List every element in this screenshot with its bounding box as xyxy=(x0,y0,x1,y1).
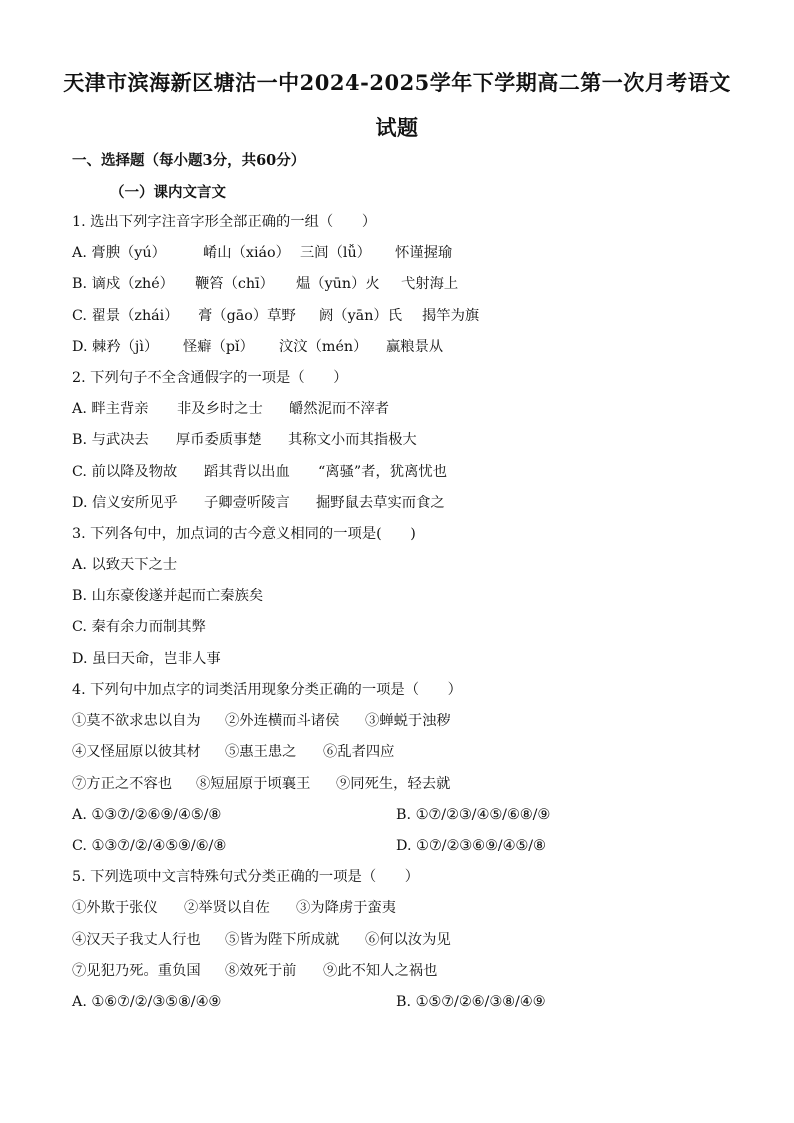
item-text: ⑤皆为陛下所成就 xyxy=(225,932,340,948)
item-text: ⑧短屈原于顷襄王 xyxy=(196,776,311,792)
question-3-option-c: C. 秦有余力而制其弊 xyxy=(72,619,206,635)
item-text: ⑦方正之不容也 xyxy=(72,776,173,792)
option-part: 揭竿为旗 xyxy=(422,308,480,324)
option-part: 弋射海上 xyxy=(401,276,459,292)
question-5-items-row-3 xyxy=(72,961,437,981)
option-part: 子卿壹听陵言 xyxy=(204,495,290,511)
question-1-option-b xyxy=(72,274,458,294)
item-text: ⑨此不知人之祸也 xyxy=(323,963,438,979)
exam-title-line-2: 试题 xyxy=(375,115,419,140)
item-text: ①莫不欲求忠以自为 xyxy=(72,713,201,729)
question-2-stem: 2. 下列句子不全含通假字的一项是（ ） xyxy=(72,370,348,386)
item-text: ⑦见犯乃死。重负国 xyxy=(72,963,201,979)
option-part: D. 信义安所见乎 xyxy=(72,495,178,511)
option-part: “离骚”者，犹离忧也 xyxy=(318,464,447,480)
subsection-heading: （一）课内文言文 xyxy=(110,184,226,201)
option-part: B. 与武决去 xyxy=(72,432,149,448)
question-4-items-row-1 xyxy=(72,711,451,731)
item-text: ④又怪屈原以彼其材 xyxy=(72,744,201,760)
question-2-option-d xyxy=(72,493,445,513)
option-part: 赢粮景从 xyxy=(386,339,444,355)
question-1-option-d xyxy=(72,337,443,357)
item-text: ②外连横而斗诸侯 xyxy=(225,713,340,729)
option-part: C. 翟景（zhái） xyxy=(72,308,179,324)
option-part: 三闾（lǚ） xyxy=(300,245,371,261)
option-part: 非及乡时之士 xyxy=(177,401,263,417)
option-part: 皭然泥而不滓者 xyxy=(289,401,390,417)
item-text: ⑨同死生，轻去就 xyxy=(336,776,451,792)
item-text: ⑧效死于前 xyxy=(225,963,297,979)
question-4-items-row-3 xyxy=(72,774,450,794)
option-part: B. 谪戍（zhé） xyxy=(72,276,174,292)
question-3-option-b: B. 山东豪俊遂并起而亡秦族矣 xyxy=(72,588,264,604)
option-part: 汶汶（mén） xyxy=(279,339,368,355)
item-text: ③蝉蜕于浊秽 xyxy=(365,713,451,729)
question-5-items-row-2 xyxy=(72,930,451,950)
question-5-stem: 5. 下列选项中文言特殊句式分类正确的一项是（ ） xyxy=(72,869,420,885)
option-part: 崤山（xiáo） xyxy=(203,245,290,261)
question-4-option-a: A. ①③⑦/②⑥⑨/④⑤/⑧ xyxy=(72,807,222,823)
option-part: C. 前以降及物故 xyxy=(72,464,178,480)
option-part: D. 棘矜（jì） xyxy=(72,339,159,355)
question-1-option-c xyxy=(72,306,479,326)
option-part: 怪癖（pǐ） xyxy=(183,339,254,355)
item-text: ⑤惠王患之 xyxy=(225,744,297,760)
item-text: ①外欺于张仪 xyxy=(72,900,158,916)
question-1-option-a xyxy=(72,243,452,263)
question-4-option-d: D. ①⑦/②③⑥⑨/④⑤/⑧ xyxy=(396,838,546,854)
option-part: 膏（gāo）草野 xyxy=(198,308,296,324)
section-heading: 一、选择题（每小题3分，共60分） xyxy=(72,152,306,169)
option-part: 掘野鼠去草实而食之 xyxy=(316,495,445,511)
item-text: ⑥何以汝为见 xyxy=(365,932,451,948)
question-4-option-c: C. ①③⑦/②/④⑤⑨/⑥/⑧ xyxy=(72,838,227,854)
option-part: 蹈其背以出血 xyxy=(204,464,290,480)
question-5-items-row-1 xyxy=(72,898,396,918)
question-2-option-c xyxy=(72,462,447,482)
question-3-option-d: D. 虽曰天命，岂非人事 xyxy=(72,651,221,667)
exam-title-line-1: 天津市滨海新区塘沽一中2024-2025学年下学期高二第一次月考语文 xyxy=(63,70,731,95)
question-3-stem: 3. 下列各句中，加点词的古今意义相同的一项是( ) xyxy=(72,526,416,542)
item-text: ②举贤以自佐 xyxy=(184,900,270,916)
option-part: 怀谨握瑜 xyxy=(395,245,453,261)
question-4-items-row-2 xyxy=(72,742,394,762)
option-part: A. 畔主背亲 xyxy=(72,401,149,417)
item-text: ④汉天子我丈人行也 xyxy=(72,932,201,948)
question-1-stem: 1. 选出下列字注音字形全部正确的一组（ ） xyxy=(72,214,377,230)
item-text: ③为降虏于蛮夷 xyxy=(296,900,397,916)
question-4-option-b: B. ①⑦/②③/④⑤/⑥⑧/⑨ xyxy=(396,807,551,823)
option-part: 其称文小而其指极大 xyxy=(288,432,417,448)
option-part: A. 膏腴（yú） xyxy=(72,245,166,261)
question-2-option-b xyxy=(72,430,417,450)
option-part: 煴（yūn）火 xyxy=(296,276,380,292)
question-2-option-a xyxy=(72,399,389,419)
question-5-option-a: A. ①⑥⑦/②/③⑤⑧/④⑨ xyxy=(72,994,222,1010)
question-5-option-b: B. ①⑤⑦/②⑥/③⑧/④⑨ xyxy=(396,994,546,1010)
item-text: ⑥乱者四应 xyxy=(323,744,395,760)
option-part: 阏（yān）氏 xyxy=(319,308,402,324)
question-3-option-a: A. 以致天下之士 xyxy=(72,557,178,573)
option-part: 厚币委质事楚 xyxy=(176,432,262,448)
question-4-stem: 4. 下列句中加点字的词类活用现象分类正确的一项是（ ） xyxy=(72,682,462,698)
option-part: 鞭笞（chī） xyxy=(195,276,274,292)
